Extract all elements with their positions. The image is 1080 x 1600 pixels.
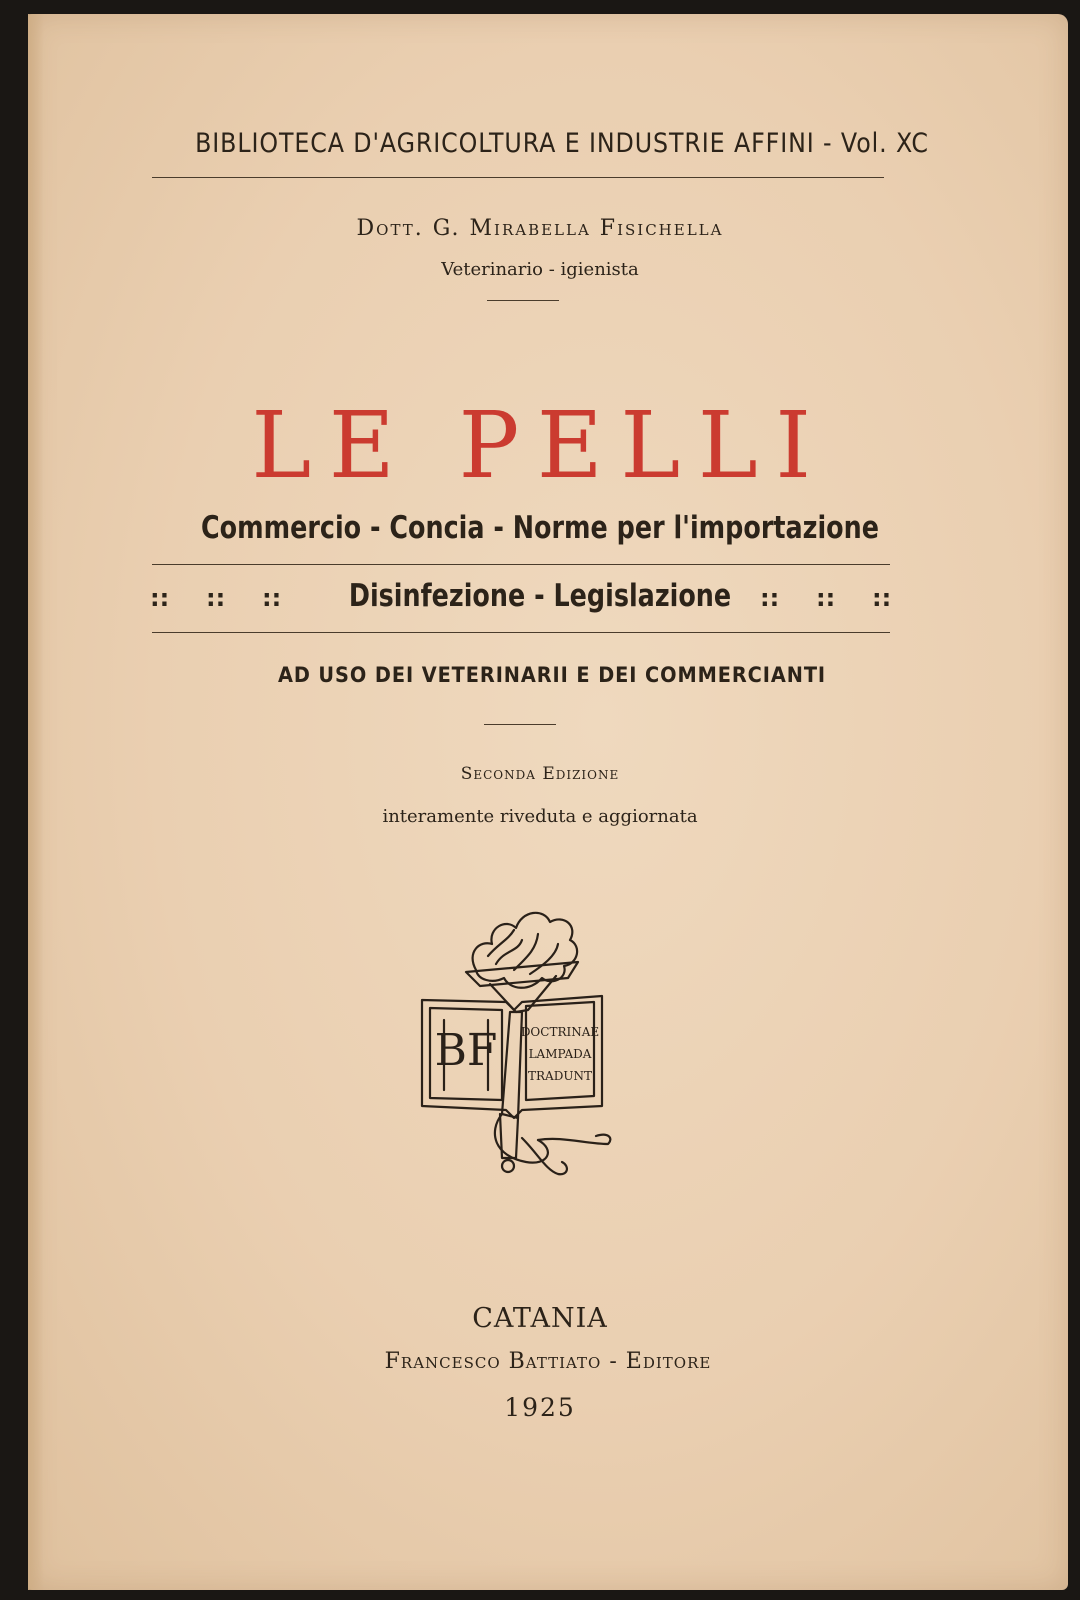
subtitle-rule-1 (152, 564, 890, 565)
audience-line: AD USO DEI VETERINARII E DEI COMMERCIANTI (277, 663, 827, 687)
emblem-monogram: BF (434, 1025, 498, 1076)
emblem-motto-2: LAMPADA (528, 1047, 592, 1061)
ornament-right-2: :: (816, 584, 836, 612)
torch-and-open-book-icon (418, 900, 618, 1200)
subtitle-line-2: Disinfezione - Legislazione (348, 578, 732, 614)
ornament-left-1: :: (150, 584, 170, 612)
ornament-left-3: :: (262, 584, 282, 612)
emblem-motto-1: DOCTRINAE (520, 1025, 600, 1039)
subtitle-rule-2 (152, 632, 890, 633)
subtitle-line-1: Commercio - Concia - Norme per l'importazione (201, 510, 879, 546)
audience-divider (484, 724, 556, 725)
publication-year: 1925 (504, 1393, 576, 1422)
author-divider (487, 300, 559, 301)
book-title: LE PELLI (251, 392, 829, 499)
series-rule (152, 177, 884, 178)
ornament-right-3: :: (872, 584, 892, 612)
author-role: Veterinario - igienista (441, 259, 639, 280)
emblem-motto-3: TRADUNT (528, 1069, 592, 1083)
publication-city: CATANIA (472, 1303, 608, 1334)
publisher-name: Francesco Battiato - Editore (384, 1349, 712, 1374)
ornament-left-2: :: (206, 584, 226, 612)
series-title: BIBLIOTECA D'AGRICOLTURA E INDUSTRIE AFFINI - Vol. XC (195, 128, 929, 159)
edition-label: Seconda Edizione (460, 764, 620, 784)
ornament-right-1: :: (760, 584, 780, 612)
edition-note: interamente riveduta e aggiornata (382, 806, 698, 827)
author-name: Dott. G. Mirabella Fisichella (356, 216, 724, 241)
